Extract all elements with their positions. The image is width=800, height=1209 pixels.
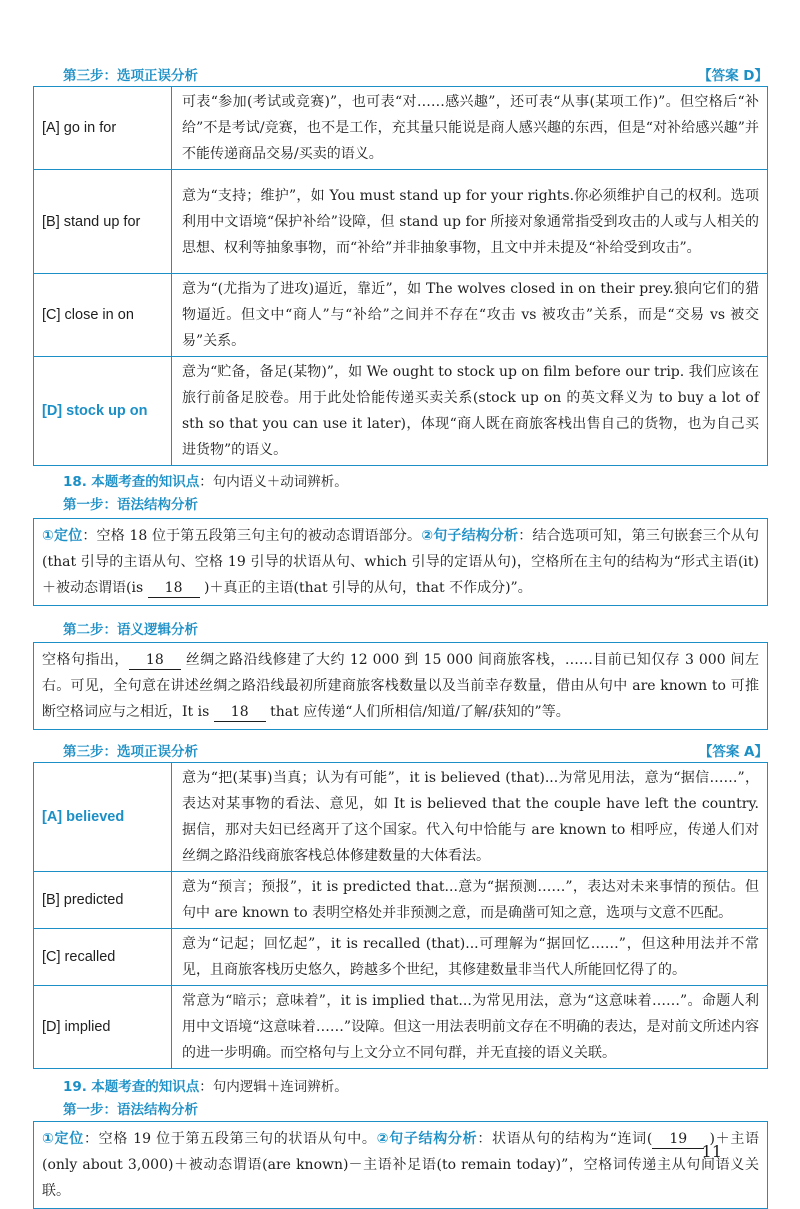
q18-number: 18. [63, 474, 87, 490]
q18-blank: 18 [214, 703, 266, 722]
table-row [34, 763, 768, 872]
q19-step1-text3: )＋主语(only about 3,000)＋被动态谓语(are known)－主语补足语(to remain today)”，空格词传递主从句间语义关联。 [42, 1131, 760, 1199]
q19-hl-structure: ②句子结构分析 [376, 1131, 478, 1147]
table-row [34, 872, 768, 929]
q19-blank: 19 [652, 1130, 704, 1149]
option-text: 可表“参加(考试或竞赛)”，也可表“对……感兴趣”，还可表“从事(某项工作)”。但空格后“补给”不是考试/竞赛，也不是工作，充其量只能说是商人感兴趣的东西，但是“对补给感兴趣”并不能传递商品交易/买卖的语义。 [172, 87, 768, 170]
page-number: 11 [701, 1142, 722, 1161]
q18-step1-box [33, 518, 768, 606]
option-label: [B] stand up for [34, 170, 172, 274]
q19-step1-text: ：空格 19 位于第五段第三句的状语从句中。 [83, 1131, 377, 1147]
page-content [33, 62, 768, 1209]
option-label-correct: [A] believed [34, 763, 172, 872]
q18-hl-location: ①定位 [42, 528, 83, 544]
option-label-correct: [D] stock up on [34, 357, 172, 466]
q18-step1-header [33, 492, 768, 514]
option-label: [C] close in on [34, 274, 172, 357]
q19-step1-title: 第一步：语法结构分析 [63, 1102, 198, 1118]
q19-step1-text2: ：状语从句的结构为“连词( [477, 1131, 653, 1147]
q17-step3-header [33, 62, 768, 86]
option-text: 意为“预言；预报”，it is predicted that...意为“据预测……”，表达对未来事情的预估。但句中 are known to 表明空格处并非预测之意，而是确凿可知之意，选项与文意不匹配。 [172, 872, 768, 929]
option-text: 意为“贮备，备足(某物)”，如 We ought to stock up on film before our trip. 我们应该在旅行前备足胶卷。用于此处恰能传递买卖关系(stock up on 的英文释义为 to buy a lot of sth so that you can use it later)，体现“商人既在商旅客栈出售自己的货物，也为自己买进货物”的语义。 [172, 357, 768, 466]
option-label: [C] recalled [34, 929, 172, 986]
q18-step1-text3: )＋真正的主语(that 引导的从句，that 不作成分)”。 [199, 580, 532, 596]
q17-step3-title: 第三步：选项正误分析 [63, 68, 198, 84]
q18-kp-text: ：句内语义＋动词辨析。 [199, 474, 348, 490]
q19-kp-text: ：句内逻辑＋连词辨析。 [199, 1079, 348, 1095]
table-row [34, 87, 768, 170]
q19-number: 19. [63, 1079, 87, 1095]
option-label: [B] predicted [34, 872, 172, 929]
q18-heading [33, 472, 768, 492]
q18-blank: 18 [148, 579, 200, 598]
q18-step1-title: 第一步：语法结构分析 [63, 497, 198, 513]
option-label: [A] go in for [34, 87, 172, 170]
q18-step2-text2: 丝绸之路沿线修建了大约 12 000 到 15 000 间商旅客栈，……目前已知仅存 3 000 间左右。可见，全句意在讲述丝绸之路沿线最初所建商旅客栈数量以及当前幸存数量，借由从句中 are known to 可推断空格词应与之相近，It is [42, 652, 759, 720]
option-text: 意为“(尤指为了进攻)逼近，靠近”，如 The wolves closed in on their prey.狼向它们的猎物逼近。但文中“商人”与“补给”之间并不存在“攻击 vs 被攻击”关系，而是“交易 vs 被交易”关系。 [172, 274, 768, 357]
q18-step2-header [33, 616, 768, 640]
q18-kp-label: 本题考查的知识点 [91, 474, 200, 490]
option-text: 意为“把(某事)当真；认为有可能”，it is believed (that)...为常见用法，意为“据信……”，表达对某事物的看法、意见，如 It is believed that the couple have left the country. 据信，那对夫妇已经离开了这个国家。代入句中恰能与 are known to 相呼应，传递人们对丝绸之路沿线商旅客栈总体修建数量的大体看法。 [172, 763, 768, 872]
q18-hl-structure: ②句子结构分析 [421, 528, 519, 544]
q18-step1-text: ：空格 18 位于第五段第三句主句的被动态谓语部分。 [82, 528, 422, 544]
q18-answer: 【答案 A】 [698, 744, 768, 760]
q19-heading [33, 1077, 768, 1097]
q18-step2-text3: that 应传递“人们所相信/知道/了解/获知的”等。 [265, 704, 570, 720]
q18-step2-text: 空格句指出， [42, 652, 129, 668]
q18-step2-title: 第二步：语义逻辑分析 [63, 622, 198, 638]
table-row [34, 357, 768, 466]
q18-options-table [33, 762, 768, 1069]
q19-step1-box [33, 1121, 768, 1209]
q18-step3-header [33, 738, 768, 762]
table-row [34, 929, 768, 986]
q19-step1-header [33, 1097, 768, 1119]
q18-step1-text2: ：结合选项可知，第三句嵌套三个从句(that 引导的主语从句、空格 19 引导的状语从句、which 引导的定语从句)，空格所在主句的结构为“形式主语(it)＋被动态谓语(is [42, 528, 760, 596]
q17-answer: 【答案 D】 [698, 68, 768, 84]
q18-step3-title: 第三步：选项正误分析 [63, 744, 198, 760]
q17-options-table [33, 86, 768, 466]
option-text: 意为“支持；维护”，如 You must stand up for your rights.你必须维护自己的权利。选项利用中文语境“保护补给”设障，但 stand up for 所接对象通常指受到攻击的人或与人相关的思想、权利等抽象事物，而“补给”并非抽象事物，且文中并未提及“补给受到攻击”。 [172, 170, 768, 274]
table-row [34, 986, 768, 1069]
table-row [34, 274, 768, 357]
option-text: 常意为“暗示；意味着”，it is implied that...为常见用法，意为“这意味着……”。命题人利用中文语境“这意味着……”设障。但这一用法表明前文存在不明确的表达，是对前文所述内容的进一步明确。而空格句与上文分立不同句群，并无直接的语义关联。 [172, 986, 768, 1069]
table-row [34, 170, 768, 274]
option-text: 意为“记起；回忆起”，it is recalled (that)...可理解为“据回忆……”，但这种用法并不常见，且商旅客栈历史悠久，跨越多个世纪，其修建数量非当代人所能回忆得了的。 [172, 929, 768, 986]
option-label: [D] implied [34, 986, 172, 1069]
q19-hl-location: ①定位 [42, 1131, 84, 1147]
q18-blank: 18 [129, 651, 181, 670]
q18-step2-box [33, 642, 768, 730]
q19-kp-label: 本题考查的知识点 [91, 1079, 200, 1095]
